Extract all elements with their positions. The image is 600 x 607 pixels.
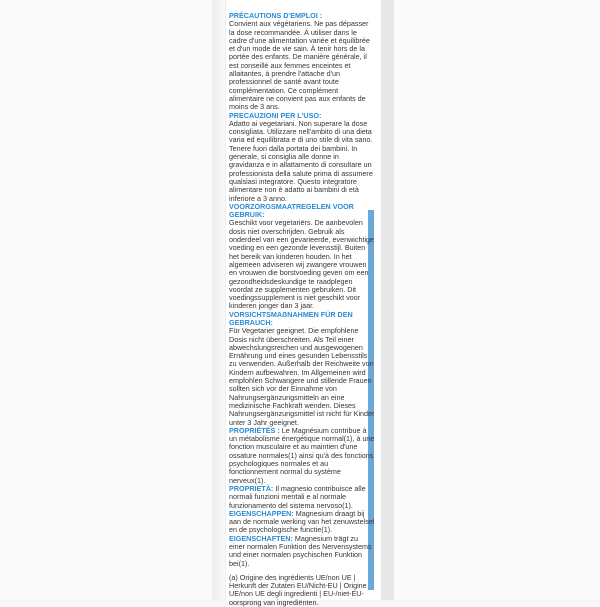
- property-text-de: Magnesium trägt zu einer normalen Funktion des Nervensystems und einer normalen psychischen Funktion bei(1).: [229, 533, 372, 568]
- box-side-panel: [381, 0, 394, 600]
- box-shadow: [212, 0, 226, 600]
- property-fr: [229, 427, 375, 485]
- section-heading-it: PRECAUZIONI PER L'USO:: [229, 110, 322, 120]
- property-text-fr: Le Magnésium contribue à un métabolisme énergétique normal(1), à une fonction musculaire et au maintien d'une ossature normales(1) ainsi qu'à des fonctions psychologiques normales et au fonctionnement normal du système nerveux(1).: [229, 425, 375, 485]
- property-text-nl: Magnesium draagt bij aan de normale werking van het zenuwstelsel en de psychologische functie(1).: [229, 508, 375, 535]
- section-body-nl: Geschikt voor vegetariërs. De aanbevolen dosis niet overschrijden. Gebruik als onderdeel van een gevarieerde, evenwichtige voeding en een gezonde levensstijl. Buiten het bereik van kinderen houden. In het algemeen adviseren wij zwangere vrouwen en vrouwen die borstvoeding geven om een gezondheidsdeskundige te raadplegen voordat ze supplementen gebruiken. Dit voedingssupplement is niet geschikt voor kinderen jonger dan 3 jaar.: [229, 218, 375, 311]
- label-text-block: [229, 11, 375, 607]
- section-body-fr: Convient aux végétariens. Ne pas dépasser la dose recommandée. À utiliser dans le cadre d'une alimentation variée et équilibrée et d'un mode de vie sain. À tenir hors de la portée des enfants. De manière générale, il est conseillé aux femmes enceintes et allaitantes, à prendre l'attache d'un professionnel de santé avant toute complémentation. Ce complément alimentaire ne convient pas aux enfants de moins de 3 ans.: [229, 19, 370, 112]
- property-label-fr: PROPRIÉTÉS :: [229, 425, 280, 435]
- section-body-it: Adatto ai vegetariani. Non superare la dose consigliata. Utilizzare nell'ambito di una dieta varia ed equilibrata e di uno stile di vita sano. Tenere fuori dalla portata dei bambini. In generale, si consiglia alle donne in gravidanza e in allattamento di consultare un professionista della salute prima di assumere qualsiasi integratore. Questo integratore alimentare non è adatto ai bambini di età inferiore a 3 anno.: [229, 118, 373, 203]
- property-de: [229, 535, 375, 568]
- box-edge: [225, 0, 226, 600]
- property-nl: [229, 510, 375, 535]
- section-heading-nl: VOORZORGSMAATREGELEN VOOR GEBRUIK:: [229, 201, 354, 220]
- section-body-de: Für Vegetarier geeignet. Die empfohlene Dosis nicht überschreiten. Als Teil einer abwechslungsreichen und ausgewogenen Ernährung und eines gesunden Lebensstils zu verwenden. Außerhalb der Reichweite von Kindern aufbewahren. Im Allgemeinen wird empfohlen Schwangere und stillende Frauen sollten sich vor der Einnahme von Nahrungsergänzungsmitteln an eine medizinische Fachkraft wenden. Dieses Nahrungsergänzungsmittel ist nicht für Kinder unter 3 Jahr geeignet.: [229, 326, 375, 427]
- section-heading-de: VORSICHTSMAẞNAHMEN FÜR DEN GEBRAUCH:: [229, 309, 353, 327]
- property-label-de: EIGENSCHAFTEN:: [229, 533, 293, 543]
- property-label-nl: EIGENSCHAPPEN:: [229, 508, 294, 518]
- section-heading-fr: PRÉCAUTIONS D'EMPLOI :: [229, 11, 323, 20]
- property-text-it: Il magnesio contribuisce alle normali funzioni mentali e al normale funzionamento del sistema nervoso(1).: [229, 483, 366, 510]
- origin-footnote: (a) Origine des ingrédients UE/non UE | Herkunft der Zutaten EU/Nicht-EU | Origine UE/non UE degli ingredienti | EU-/niet-EU-oorsprong van ingrediënten.: [229, 572, 367, 607]
- property-label-it: PROPRIETÀ:: [229, 483, 274, 493]
- property-it: [229, 485, 375, 510]
